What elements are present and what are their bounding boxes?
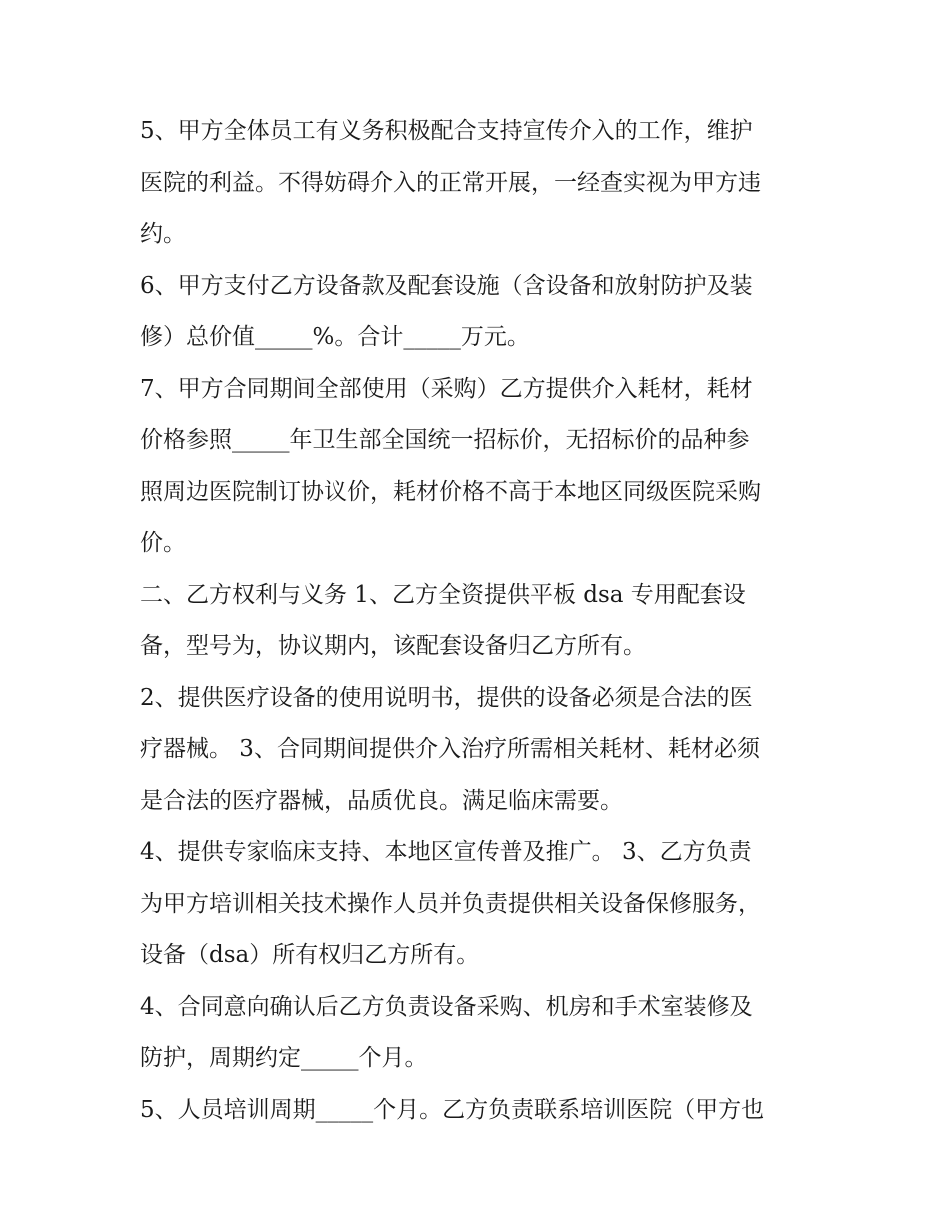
text-line: 4、提供专家临床支持、本地区宣传普及推广。 3、乙方负责 [140,839,752,865]
text-line: 照周边医院制订协议价，耗材价格不高于本地区同级医院采购 [140,478,761,505]
text-line: 是合法的医疗器械，品质优良。满足临床需要。 [140,787,623,814]
text-line: 二、乙方权利与义务 1、乙方全资提供平板 dsa 专用配套设 [140,581,746,608]
paragraph-clause-6 [140,261,830,364]
paragraph-clause-5b [140,1085,830,1137]
document-body [140,106,830,1136]
text-line: 设备（dsa）所有权归乙方所有。 [140,942,480,968]
text-line: 疗器械。 3、合同期间提供介入治疗所需相关耗材、耗材必须 [140,736,760,762]
text-line: 备，型号为，协议期内，该配套设备归乙方所有。 [140,633,646,659]
text-line: 为甲方培训相关技术操作人员并负责提供相关设备保修服务， [140,890,761,917]
paragraph-clause-5 [140,106,830,261]
paragraph-section-2 [140,570,830,673]
text-line: 7、甲方合同期间全部使用（采购）乙方提供介入耗材，耗材 [140,375,753,402]
paragraph-clause-4a [140,827,830,982]
text-line: 5、人员培训周期_____个月。乙方负责联系培训医院（甲方也 [140,1096,765,1123]
text-line: 约。 [140,221,186,247]
paragraph-clause-7 [140,364,830,570]
paragraph-clause-2 [140,673,830,828]
text-line: 医院的利益。不得妨碍介入的正常开展，一经查实视为甲方违 [140,169,761,196]
text-line: 价格参照_____年卫生部全国统一招标价，无招标价的品种参 [140,427,750,453]
text-line: 5、甲方全体员工有义务积极配合支持宣传介入的工作，维护 [140,118,753,144]
text-line: 2、提供医疗设备的使用说明书，提供的设备必须是合法的医 [140,684,753,711]
text-line: 6、甲方支付乙方设备款及配套设施（含设备和放射防护及装 [140,272,753,299]
text-line: 防护，周期约定_____个月。 [140,1045,428,1071]
text-line: 价。 [140,530,186,556]
text-line: 修）总价值_____%。合计_____万元。 [140,324,530,350]
text-line: 4、合同意向确认后乙方负责设备采购、机房和手术室装修及 [140,993,753,1020]
paragraph-clause-4b [140,982,830,1085]
